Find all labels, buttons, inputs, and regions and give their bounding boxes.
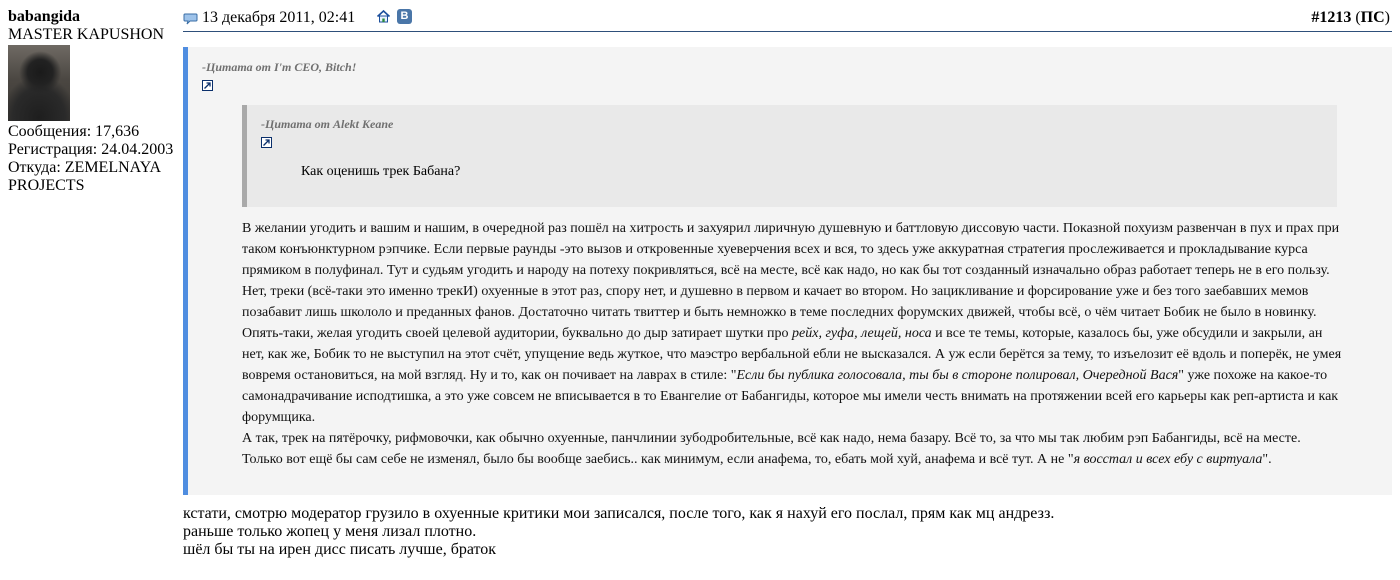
jump-to-quote-icon[interactable] <box>261 137 272 148</box>
jump-to-quote-icon[interactable] <box>202 80 213 91</box>
stat-location-value: ZEMELNAYA PROJECTS <box>8 159 161 194</box>
stat-posts <box>8 123 178 141</box>
avatar <box>8 45 70 121</box>
user-title: MASTER KAPUSHON <box>8 26 165 43</box>
quote-text-segment: " уже похоже на какое-то самонадрачивание исподтишка, а это уже совсем не вписывается в то Евангелие от Бабангиды, которое мы имели честь внимать на протяжении всей его карьеры как реп-артиста и как форумщика. <box>242 368 1339 425</box>
stat-posts-label: Сообщения: <box>8 123 92 140</box>
quote-italic-segment: Если бы публика голосовала, ты бы в стороне полировал, Очередной Вася <box>736 368 1179 383</box>
vk-share-icon[interactable]: B <box>397 9 412 24</box>
outer-quote-author: -Цитата от I'm CEO, Bitch! <box>202 60 357 74</box>
reply-line-1: кстати, смотрю модератор грузило в охуенные критики мои записался, после того, как я нахуй его послал, прям как мц андрезз. <box>183 505 1055 522</box>
quote-paragraph-2 <box>242 428 1342 470</box>
ps-close: ) <box>1384 9 1390 26</box>
inner-quote <box>242 105 1337 207</box>
post-date-wrap <box>183 8 355 28</box>
quote-italic-segment: рейх, гуфа, лещей, носа <box>792 326 932 341</box>
inner-quote-author: -Цитата от Alekt Keane <box>261 117 394 131</box>
stat-registration-label: Регистрация: <box>8 141 98 158</box>
reply-line-3: шёл бы ты на ирен дисс писать лучше, браток <box>183 541 497 558</box>
quote-italic-segment: я восстал и всех ебу с виртуала <box>1073 452 1263 467</box>
post-date: 13 декабря 2011, 02:41 <box>202 9 356 26</box>
outer-quote <box>183 47 1392 495</box>
stat-location-label: Откуда: <box>8 159 61 176</box>
username-link[interactable]: babangida <box>8 8 81 25</box>
post-header <box>183 8 1392 32</box>
reply-line-2: раньше только жопец у меня лизал плотно. <box>183 523 477 540</box>
quote-paragraph-1 <box>242 218 1342 428</box>
quote-text-segment: ". <box>1262 452 1272 467</box>
post-tools <box>376 9 412 24</box>
inner-quote-text: Как оценишь трек Бабана? <box>301 164 461 179</box>
post-number-link[interactable]: #1213 <box>1311 9 1352 26</box>
home-icon[interactable] <box>376 9 391 24</box>
stat-location <box>8 159 178 195</box>
post-reply-text <box>183 505 1383 559</box>
speech-bubble-icon <box>183 11 198 23</box>
ps-open: ( <box>1351 9 1361 26</box>
quote-text-segment: А так, трек на пятёрочку, рифмовочки, как обычно охуенные, панчлинии зубодробительные, всё как надо, нема базару. Всё то, за что мы так любим рэп Бабангиды, всё на месте. Только вот ещё бы сам себе не изменял, было бы вообще заебись.. как минимум, если анафема, то, ебать мой хуй, анафема и всё тут. А не " <box>242 431 1301 467</box>
outer-quote-body <box>242 218 1342 470</box>
quote-text-segment: и все те темы, которые, казалось бы, уже обсудили и закрыли, ан нет, как же, Бобик то не выступил на этот счёт, упущение ведь жуткое, что маэстро вербальной ебли не высказался. А уж если берётся за тему, то изъелозит её вдоль и поперёк, не умея вовремя остановиться, на мой взгляд. Ну и то, как он почивает на лаврах в стиле: " <box>242 326 1342 383</box>
stat-posts-value: 17,636 <box>95 123 140 140</box>
user-info-panel <box>8 8 178 195</box>
quote-text-segment: В желании угодить и вашим и нашим, в очередной раз пошёл на хитрость и захуярил лиричную душевную и баттловую диссовую части. Показной похуизм развенчан в пух и прах при таком конъюнктурном рэпчике. Если первые раунды -это вызов и откровенные хуеверчения всех и вся, то здесь уже аккуратная стратегия прослеживается и прокладывание курса прямиком в полуфинал. Тут и судьям угодить и народу на потеху покривляться, всё на месте, всё как надо, но как бы тот созданный изначально образ работает теперь не в его пользу. Нет, треки (всё-таки это именно трекИ) охуенные в этот раз, спору нет, и душевно в первом и качает во втором. Но зацикливание и форсирование уже и без того заебавших мемов позабавит лишь школоло и преданных фанов. Достаточно читать твиттер и быть немножко в теме последних форумских движей, чтобы всё, о чём читает Бобик не было в новинку. Опять-таки, желая угодить своей целевой аудитории, буквально до дыр затирает шутки про <box>242 221 1340 341</box>
stat-registration <box>8 141 178 159</box>
post-number-block <box>1311 8 1390 28</box>
stat-registration-value: 24.04.2003 <box>101 141 174 158</box>
ps-link[interactable]: ПС <box>1360 9 1385 26</box>
